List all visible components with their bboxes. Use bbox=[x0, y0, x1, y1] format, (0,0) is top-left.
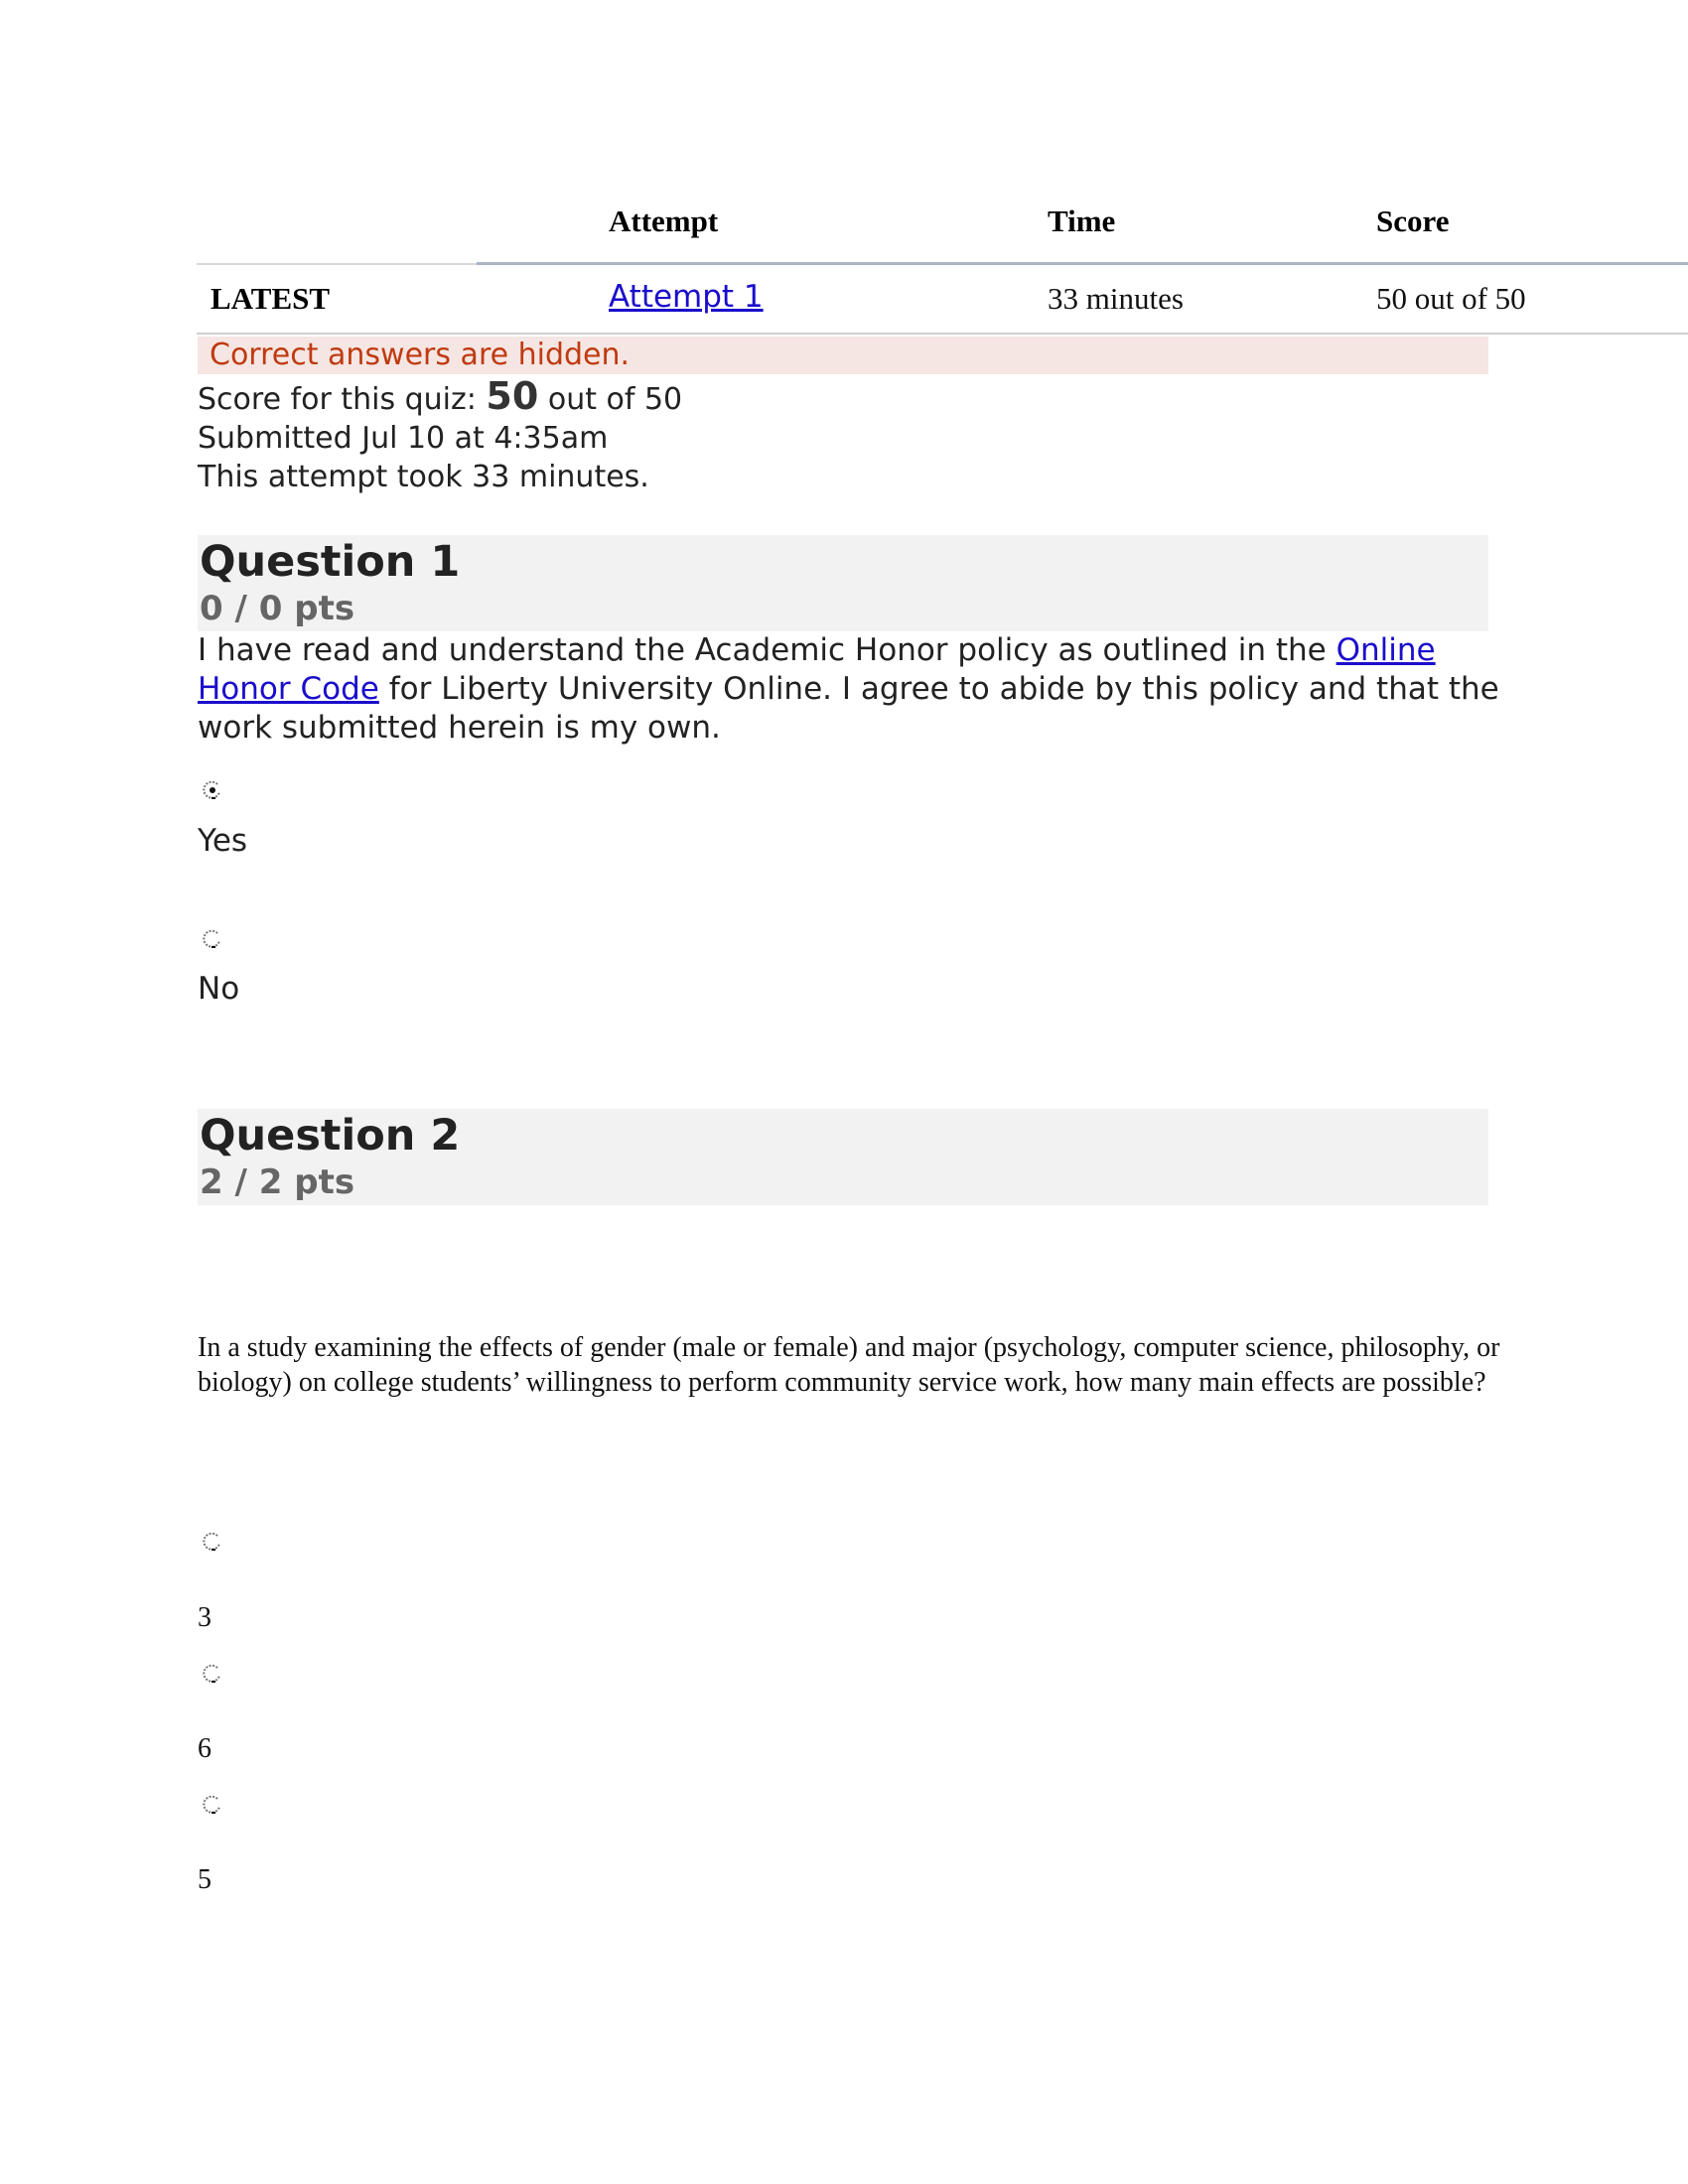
answer-5-label: 5 bbox=[198, 1864, 211, 1895]
hidden-answers-text: Correct answers are hidden. bbox=[210, 338, 631, 372]
answer-3-label: 3 bbox=[198, 1602, 211, 1633]
online-honor-code-link[interactable]: Online Honor Code bbox=[198, 632, 1436, 707]
score-prefix: Score for this quiz: bbox=[198, 382, 487, 417]
question-1-points: 0 / 0 pts bbox=[200, 589, 355, 628]
question-1-text-end: for Liberty University Online. I agree to abide by this policy and that the work submitted herein is my own. bbox=[198, 671, 1499, 746]
question-2-header bbox=[198, 1109, 1488, 1205]
submitted-time: Submitted Jul 10 at 4:35am bbox=[198, 421, 609, 456]
latest-label: LATEST bbox=[211, 281, 331, 316]
attempt-duration: This attempt took 33 minutes. bbox=[198, 460, 649, 494]
radio-3-icon[interactable] bbox=[203, 1532, 222, 1552]
row-divider bbox=[197, 333, 1688, 335]
quiz-summary bbox=[198, 374, 683, 496]
attempt-column-header: Attempt bbox=[609, 204, 719, 238]
question-2-title: Question 2 bbox=[200, 1111, 461, 1160]
score-column-header: Score bbox=[1376, 204, 1450, 238]
radio-5-icon[interactable] bbox=[203, 1795, 222, 1815]
answer-no-label: No bbox=[198, 971, 240, 1007]
attempt-score: 50 out of 50 bbox=[1376, 281, 1526, 316]
question-2-text: In a study examining the effects of gender (male or female) and major (psychology, computer science, philosophy, or biology) on college students’ willingness to perform community service work, how many main effects are possible? bbox=[198, 1332, 1500, 1398]
time-column-header: Time bbox=[1048, 204, 1116, 238]
score-suffix: out of 50 bbox=[538, 382, 683, 417]
radio-6-icon[interactable] bbox=[203, 1664, 222, 1684]
attempt-time: 33 minutes bbox=[1048, 281, 1184, 316]
header-divider-accent bbox=[477, 262, 1688, 265]
hidden-answers-banner bbox=[198, 337, 1488, 374]
quiz-score-line bbox=[198, 374, 683, 419]
answer-6-label: 6 bbox=[198, 1733, 211, 1764]
attempt-1-link[interactable]: Attempt 1 bbox=[609, 279, 764, 315]
score-value: 50 bbox=[486, 374, 539, 418]
header-divider bbox=[197, 263, 477, 265]
radio-no-icon[interactable] bbox=[203, 929, 222, 949]
question-1-header bbox=[198, 535, 1488, 631]
question-2-points: 2 / 2 pts bbox=[200, 1162, 355, 1202]
question-1-title: Question 1 bbox=[200, 537, 461, 587]
question-1-text bbox=[198, 631, 1518, 748]
answer-yes-label: Yes bbox=[198, 823, 248, 859]
question-1-text-start: I have read and understand the Academic Honor policy as outlined in the bbox=[198, 632, 1336, 668]
radio-yes-selected-icon[interactable] bbox=[203, 780, 222, 800]
